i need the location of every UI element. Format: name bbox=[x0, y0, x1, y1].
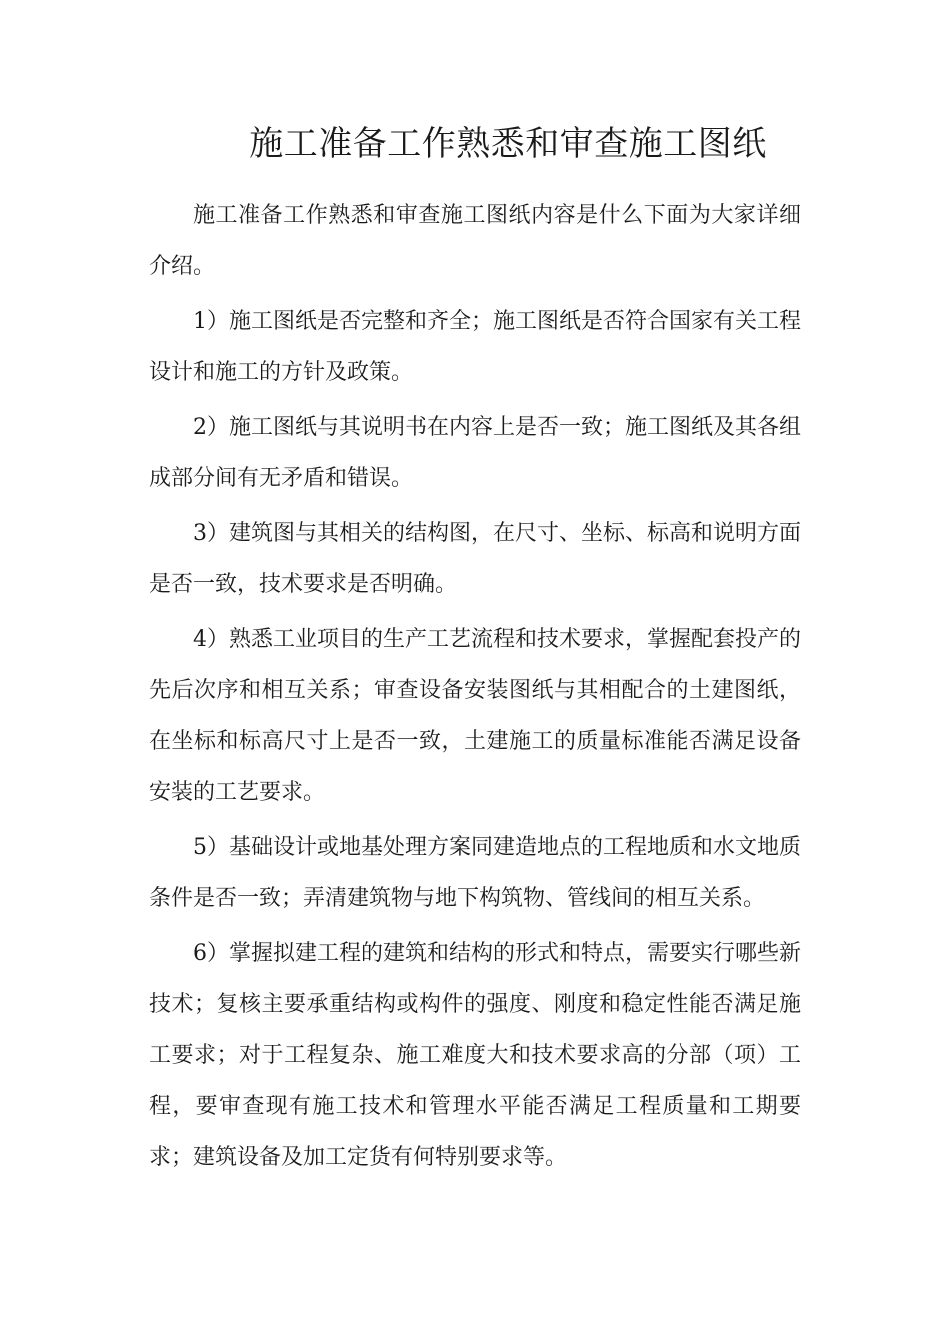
intro-paragraph: 施工准备工作熟悉和审查施工图纸内容是什么下面为大家详细介绍。 bbox=[149, 203, 801, 279]
document-body bbox=[149, 190, 801, 1187]
item-1-paragraph: 1）施工图纸是否完整和齐全；施工图纸是否符合国家有关工程设计和施工的方针及政策。 bbox=[149, 309, 801, 385]
item-3-paragraph: 3）建筑图与其相关的结构图，在尺寸、坐标、标高和说明方面是否一致，技术要求是否明确。 bbox=[149, 521, 801, 597]
document-title: 施工准备工作熟悉和审查施工图纸 bbox=[249, 124, 767, 164]
item-4-paragraph: 4）熟悉工业项目的生产工艺流程和技术要求，掌握配套投产的先后次序和相互关系；审查设备安装图纸与其相配合的土建图纸，在坐标和标高尺寸上是否一致，土建施工的质量标准能否满足设备安装的工艺要求。 bbox=[149, 627, 801, 805]
item-5-paragraph: 5）基础设计或地基处理方案同建造地点的工程地质和水文地质条件是否一致；弄清建筑物与地下构筑物、管线间的相互关系。 bbox=[149, 835, 801, 911]
item-2-paragraph: 2）施工图纸与其说明书在内容上是否一致；施工图纸及其各组成部分间有无矛盾和错误。 bbox=[149, 415, 801, 491]
item-6-paragraph: 6）掌握拟建工程的建筑和结构的形式和特点，需要实行哪些新技术；复核主要承重结构或构件的强度、刚度和稳定性能否满足施工要求；对于工程复杂、施工难度大和技术要求高的分部（项）工程，要审查现有施工技术和管理水平能否满足工程质量和工期要求；建筑设备及加工定货有何特别要求等。 bbox=[149, 941, 801, 1170]
